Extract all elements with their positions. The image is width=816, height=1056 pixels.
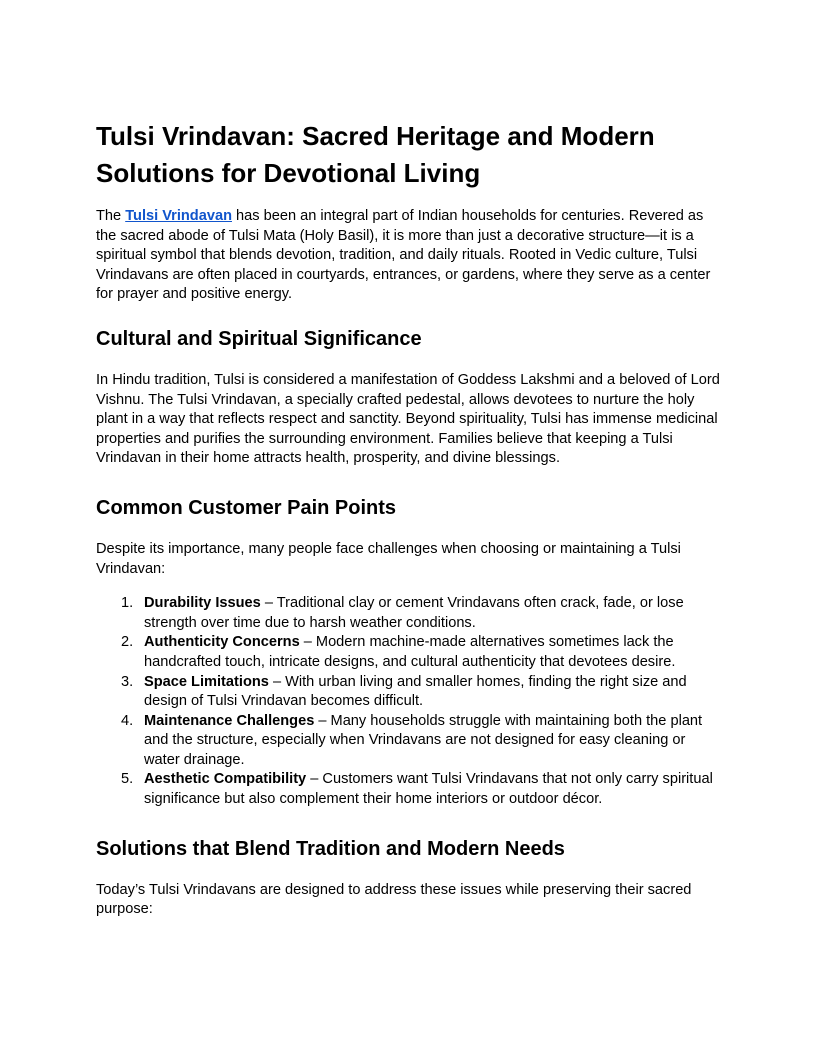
list-item-number: 1. xyxy=(121,595,134,612)
section-heading-pain-points: Common Customer Pain Points xyxy=(96,496,397,519)
list-item xyxy=(121,673,720,712)
section-body-cultural: In Hindu tradition, Tulsi is considered a manifestation of Goddess Lakshmi and a beloved of Lord Vishnu. The Tulsi Vrindavan, a specially crafted pedestal, allows devotees to nurture the holy plant in a way that reflects respect and sanctity. Beyond spirituality, Tulsi has immense medicinal properties and purifies the surrounding environment. Families believe that keeping a Tulsi Vrindavan in their home attracts health, prosperity, and divine blessings. xyxy=(96,371,720,467)
list-item xyxy=(121,712,720,771)
list-item-text: – Customers want Tulsi Vrindavans that not only carry spiritual significance but also complement their home interiors or outdoor décor. xyxy=(144,771,713,808)
document-page xyxy=(96,118,720,920)
list-item-text: – Many households struggle with maintaining both the plant and the structure, especially when Vrindavans are not designed for easy cleaning or water drainage. xyxy=(144,712,703,768)
list-item-text: – Modern machine-made alternatives sometimes lack the handcrafted touch, intricate designs, and cultural authenticity that devotees desire. xyxy=(144,634,676,670)
list-item xyxy=(121,594,720,633)
list-item xyxy=(121,770,720,809)
list-item xyxy=(121,633,720,672)
intro-text-before-link: The xyxy=(96,208,126,224)
section-heading-solutions: Solutions that Blend Tradition and Modern Needs xyxy=(96,837,565,860)
list-item-number: 2. xyxy=(121,634,134,651)
tulsi-vrindavan-link[interactable]: Tulsi Vrindavan xyxy=(125,208,232,224)
list-item-term: Maintenance Challenges xyxy=(144,712,315,729)
section-body-pain-points: Despite its importance, many people face challenges when choosing or maintaining a Tulsi Vrindavan: xyxy=(96,540,681,577)
section-body-solutions: Today’s Tulsi Vrindavans are designed to address these issues while preserving their sacred purpose: xyxy=(96,881,692,918)
page-title: Tulsi Vrindavan: Sacred Heritage and Modern Solutions for Devotional Living xyxy=(96,121,655,188)
list-item-number: 3. xyxy=(121,673,134,690)
list-item-term: Durability Issues xyxy=(144,595,261,612)
list-item-term: Aesthetic Compatibility xyxy=(144,771,307,788)
list-item-number: 5. xyxy=(121,771,134,788)
list-item-term: Space Limitations xyxy=(144,673,269,690)
list-item-number: 4. xyxy=(121,712,134,729)
list-item-text: – With urban living and smaller homes, finding the right size and design of Tulsi Vrindavan becomes difficult. xyxy=(144,673,687,710)
intro-text-after-link: has been an integral part of Indian households for centuries. Revered as the sacred abode of Tulsi Mata (Holy Basil), it is more than just a decorative structure—it is a spiritual symbol that blends devotion, tradition, and daily rituals. Rooted in Vedic culture, Tulsi Vrindavans are often placed in courtyards, entrances, or gardens, where they serve as a center for prayer and positive energy. xyxy=(96,208,711,303)
section-heading-cultural: Cultural and Spiritual Significance xyxy=(96,327,422,350)
pain-points-list xyxy=(96,594,720,810)
list-item-term: Authenticity Concerns xyxy=(144,634,300,651)
list-item-text: – Traditional clay or cement Vrindavans often crack, fade, or lose strength over time due to harsh weather conditions. xyxy=(144,595,684,631)
intro-paragraph xyxy=(96,207,720,305)
